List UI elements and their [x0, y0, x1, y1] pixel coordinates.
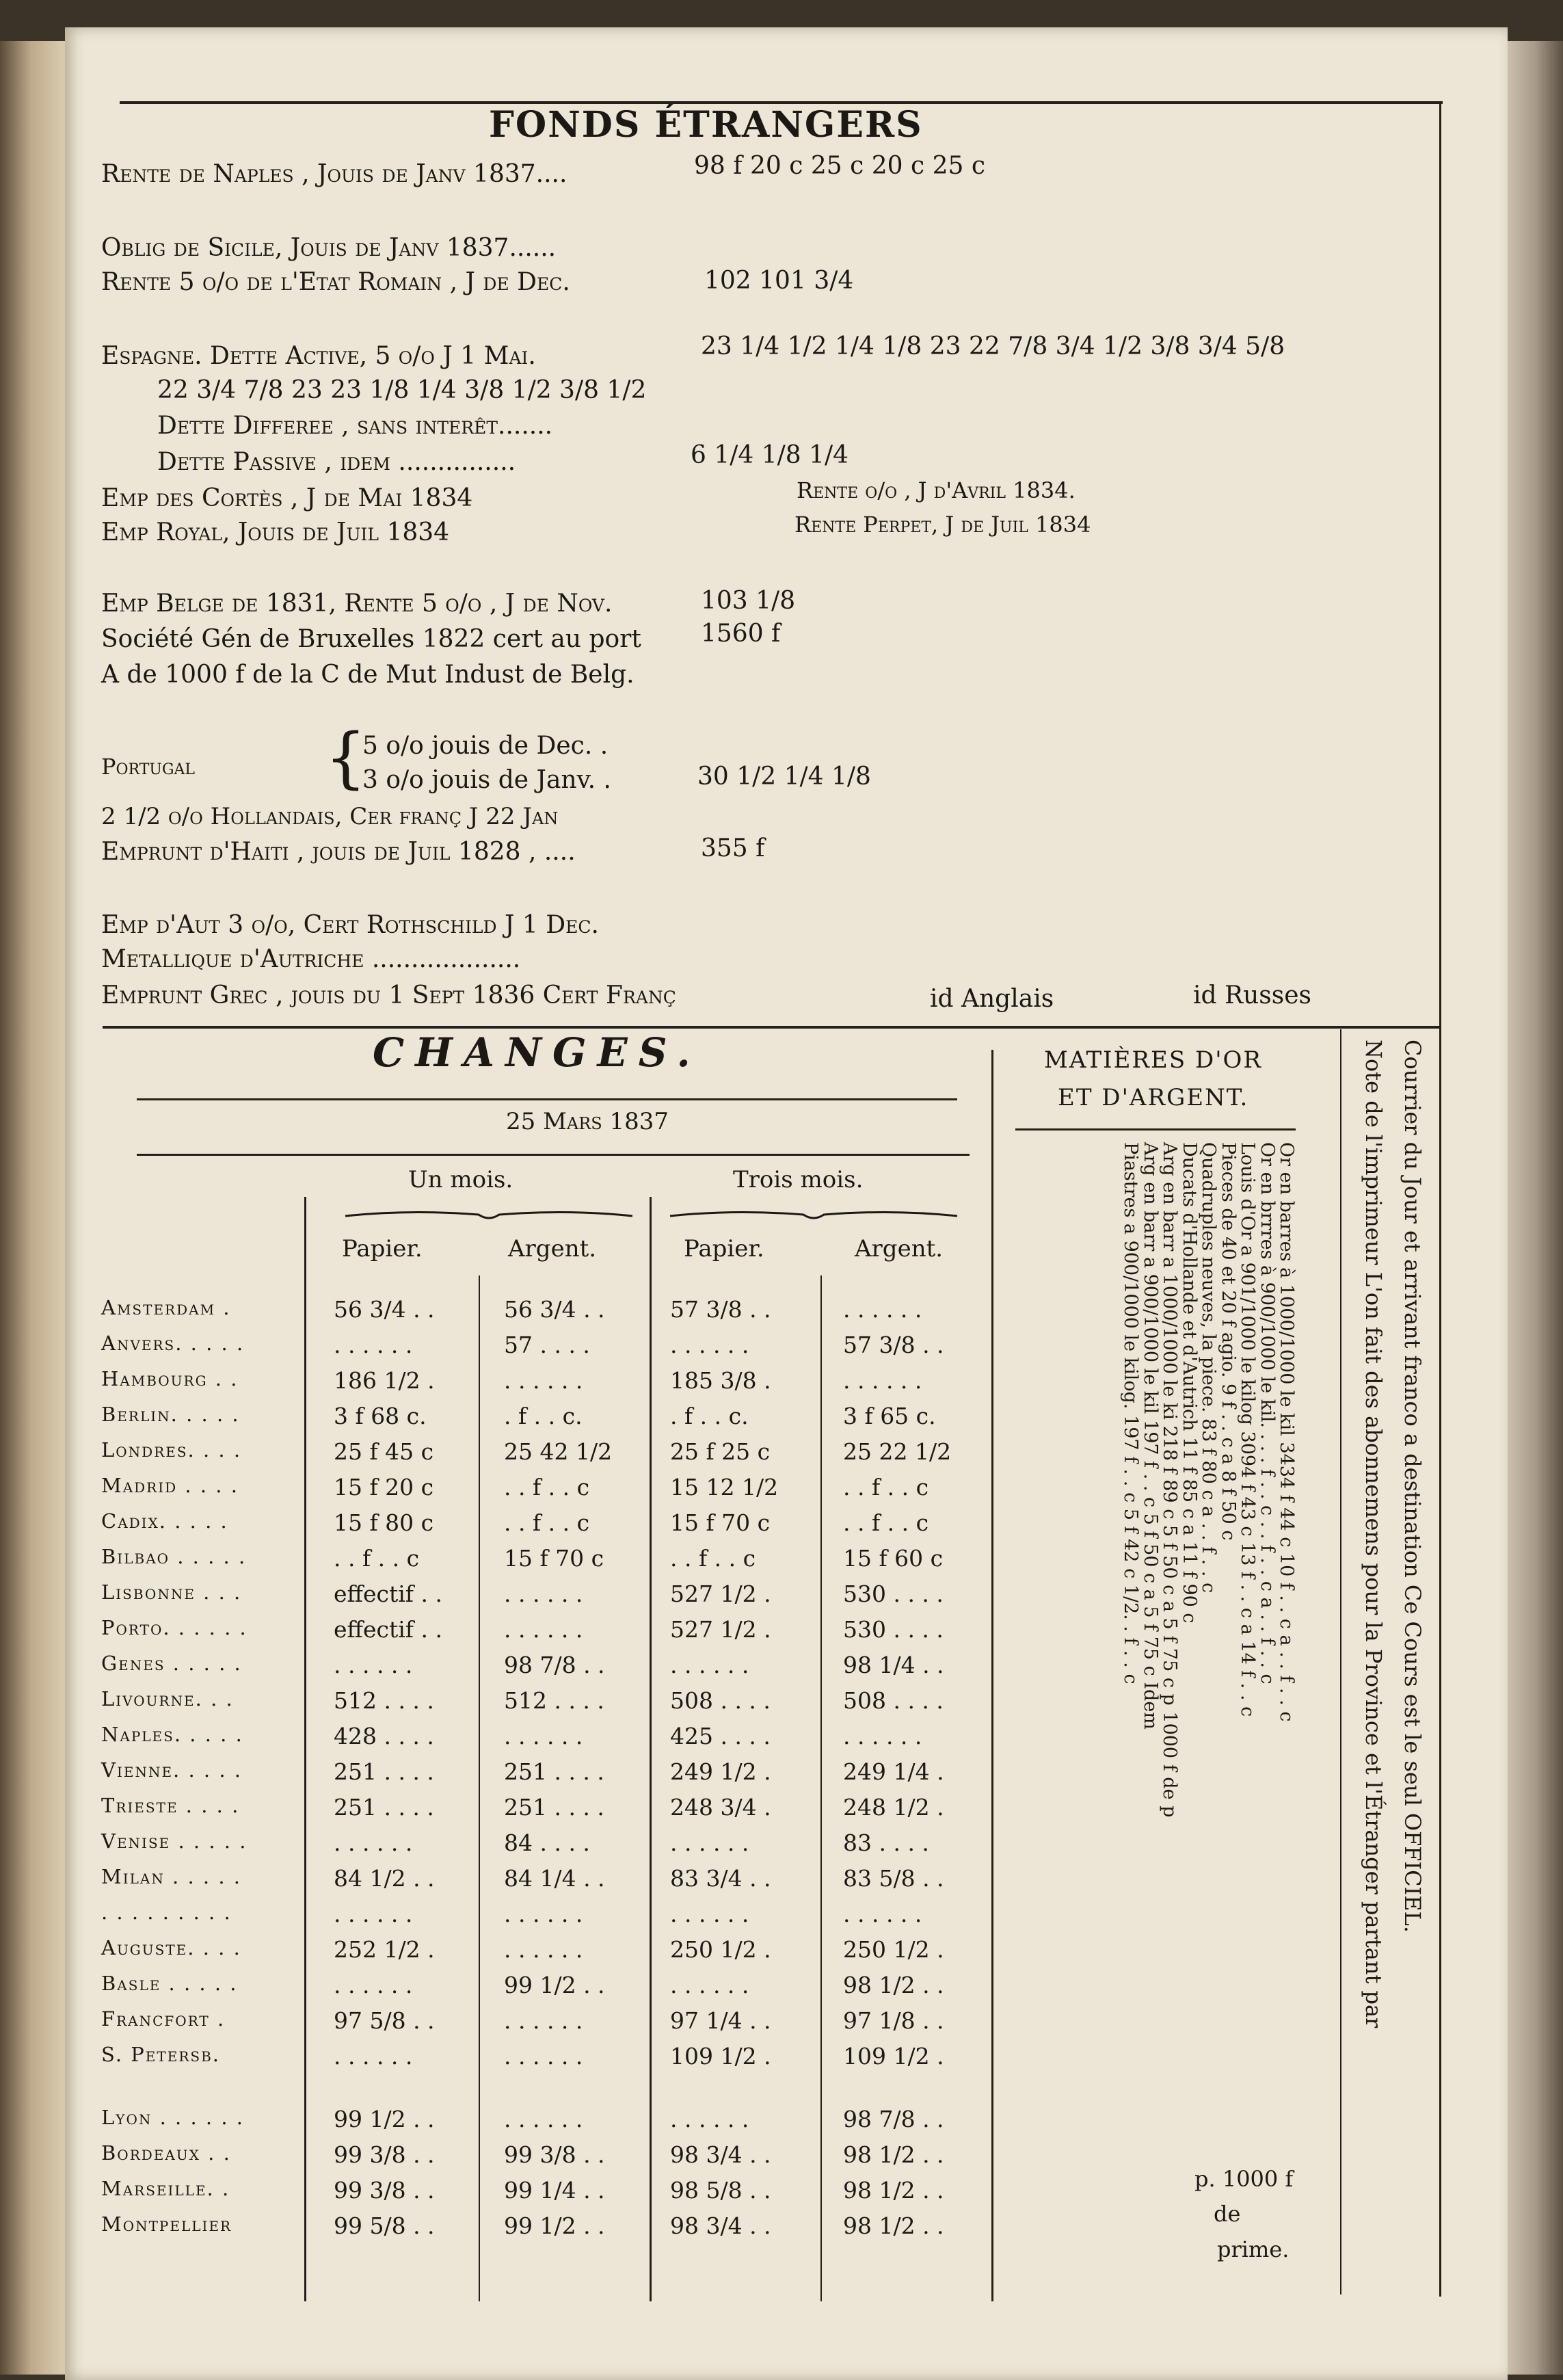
cell-trois-mois-papier: . . . . . .: [670, 1829, 749, 1856]
cell-trois-mois-argent: 98 1/4 . .: [843, 1652, 944, 1678]
naples-values: 98 f 20 c 25 c 20 c 25 c: [694, 152, 986, 180]
col-divider-1: [304, 1197, 306, 2301]
matieres-footer-1: p. 1000 f: [1194, 2166, 1294, 2192]
cell-trois-mois-argent: 98 1/2 . .: [843, 2177, 944, 2204]
row-city: . . . . . . . . .: [101, 1901, 232, 1924]
cell-un-mois-argent: . f . . c.: [504, 1403, 583, 1429]
matieres-footer-2: de: [1214, 2201, 1241, 2227]
row-city: Francfort .: [101, 2007, 226, 2031]
cell-un-mois-argent: 84 . . . .: [504, 1829, 590, 1856]
matieres-footer-3: prime.: [1217, 2236, 1290, 2262]
changes-rule-1: [137, 1098, 957, 1100]
romain-values: 102 101 3/4: [704, 267, 854, 295]
row-city: Genes . . . . .: [101, 1652, 242, 1675]
cell-trois-mois-papier: 98 3/4 . .: [670, 2141, 771, 2168]
cell-un-mois-papier: 99 5/8 . .: [334, 2212, 435, 2239]
cell-un-mois-papier: . . . . . .: [334, 1829, 413, 1856]
grec-anglais: id Anglais: [930, 985, 1054, 1013]
row-city: Lisbonne . . .: [101, 1581, 242, 1604]
cell-trois-mois-papier: 425 . . . .: [670, 1723, 771, 1749]
cell-un-mois-papier: 99 1/2 . .: [334, 2106, 435, 2132]
cell-trois-mois-papier: . . . . . .: [670, 1652, 749, 1678]
row-city: Porto. . . . . .: [101, 1616, 248, 1639]
cell-trois-mois-papier: 83 3/4 . .: [670, 1865, 771, 1892]
cell-un-mois-argent: . . . . . .: [504, 1616, 583, 1643]
row-city: Milan . . . . .: [101, 1865, 242, 1888]
matieres-line: Louis d'Or a 901/1000 le kilog 3094 f 43 c 13 f . . c a 14 f . . c: [1237, 1142, 1258, 1717]
cell-trois-mois-papier: 57 3/8 . .: [670, 1296, 771, 1323]
cell-un-mois-papier: . . f . . c: [334, 1545, 420, 1572]
cell-trois-mois-papier: 185 3/8 .: [670, 1367, 771, 1394]
row-city: Trieste . . . .: [101, 1794, 240, 1817]
cell-trois-mois-papier: 25 f 25 c: [670, 1438, 771, 1465]
cell-un-mois-papier: . . . . . .: [334, 1332, 413, 1358]
cell-un-mois-papier: 251 . . . .: [334, 1794, 434, 1821]
cell-trois-mois-argent: . . . . . .: [843, 1901, 922, 1927]
cell-trois-mois-argent: 98 1/2 . .: [843, 2212, 944, 2239]
row-city: Bilbao . . . . .: [101, 1545, 247, 1568]
cell-trois-mois-argent: 530 . . . .: [843, 1616, 944, 1643]
col-divider-2: [479, 1275, 480, 2301]
cell-un-mois-argent: 56 3/4 . .: [504, 1296, 605, 1323]
row-city: Lyon . . . . . .: [101, 2106, 244, 2129]
cell-trois-mois-papier: 250 1/2 .: [670, 1936, 771, 1963]
cell-un-mois-argent: . . f . . c: [504, 1509, 590, 1536]
grec-russes: id Russes: [1193, 981, 1312, 1009]
cell-un-mois-papier: . . . . . .: [334, 1652, 413, 1678]
cell-trois-mois-argent: 3 f 65 c.: [843, 1403, 936, 1429]
bruxelles-label: Société Gén de Bruxelles 1822 cert au port: [101, 625, 641, 653]
cell-trois-mois-argent: 98 7/8 . .: [843, 2106, 944, 2132]
cell-trois-mois-argent: 98 1/2 . .: [843, 2141, 944, 2168]
cell-un-mois-argent: . . f . . c: [504, 1474, 590, 1500]
hollandais-label: 2 1/2 o/o Hollandais, Cer franç J 22 Jan: [101, 803, 559, 830]
cell-trois-mois-argent: . . f . . c: [843, 1509, 929, 1536]
trois-mois-flourish: [667, 1202, 961, 1223]
cell-trois-mois-papier: . . . . . .: [670, 1972, 749, 1998]
cell-un-mois-papier: . . . . . .: [334, 2043, 413, 2070]
cell-trois-mois-argent: 249 1/4 .: [843, 1758, 944, 1785]
cell-un-mois-argent: 99 3/8 . .: [504, 2141, 605, 2168]
cell-un-mois-papier: effectif . .: [334, 1581, 442, 1607]
row-city: Naples. . . . .: [101, 1723, 243, 1746]
un-mois-flourish: [342, 1202, 636, 1223]
cell-un-mois-papier: 428 . . . .: [334, 1723, 434, 1749]
cell-un-mois-argent: . . . . . .: [504, 2106, 583, 2132]
dette-passive: Dette Passive , idem ...............: [157, 448, 516, 476]
cell-un-mois-argent: 98 7/8 . .: [504, 1652, 605, 1678]
note-line-2: Courrier du Jour et arrivant franco a destination Ce Cours est le seul OFFICIEL.: [1400, 1040, 1426, 1933]
dette-differee: Dette Differee , sans interêt.......: [157, 412, 553, 440]
matieres-line: Piastres a 900/1000 le kilog. 197 f . . c 5 f 42 c 1/2. . f . . c: [1120, 1142, 1141, 1684]
col-header-argent-2: Argent.: [855, 1235, 944, 1262]
row-city: Cadix. . . . .: [101, 1509, 228, 1533]
matieres-rule: [1015, 1128, 1296, 1130]
cell-un-mois-papier: . . . . . .: [334, 1901, 413, 1927]
cell-un-mois-papier: 186 1/2 .: [334, 1367, 435, 1394]
cell-trois-mois-argent: . . . . . .: [843, 1367, 922, 1394]
cell-trois-mois-papier: 249 1/2 .: [670, 1758, 771, 1785]
cell-un-mois-argent: . . . . . .: [504, 2043, 583, 2070]
metallique-label: Metallique d'Autriche ...................: [101, 945, 521, 973]
cell-un-mois-argent: 251 . . . .: [504, 1794, 604, 1821]
changes-rule-2: [137, 1154, 970, 1156]
haiti-label: Emprunt d'Haiti , jouis de Juil 1828 , ....: [101, 838, 576, 866]
cell-trois-mois-papier: . . . . . .: [670, 1901, 749, 1927]
row-city: Montpellier: [101, 2212, 232, 2236]
cell-trois-mois-papier: 508 . . . .: [670, 1687, 771, 1714]
cell-un-mois-papier: 25 f 45 c: [334, 1438, 434, 1465]
portugal-label: Portugal: [101, 754, 196, 780]
matieres-title-1: MATIÈRES D'OR: [1044, 1046, 1263, 1074]
cell-trois-mois-argent: 530 . . . .: [843, 1581, 944, 1607]
matieres-line: Pieces de 40 et 20 f agio. 9 f . . c a 8 f 50 c: [1217, 1142, 1239, 1541]
cell-un-mois-argent: 84 1/4 . .: [504, 1865, 605, 1892]
cell-un-mois-argent: 512 . . . .: [504, 1687, 604, 1714]
col-header-papier-2: Papier.: [684, 1235, 764, 1262]
cell-un-mois-argent: 25 42 1/2: [504, 1438, 613, 1465]
note-line-1: Note de l'imprimeur L'on fait des abonnemens pour la Province et l'Étranger partant par: [1361, 1040, 1387, 2028]
row-city: Londres. . . .: [101, 1438, 242, 1462]
cell-un-mois-papier: 3 f 68 c.: [334, 1403, 427, 1429]
naples-label: Rente de Naples , Jouis de Janv 1837....: [101, 160, 567, 188]
cell-un-mois-papier: 251 . . . .: [334, 1758, 434, 1785]
cell-un-mois-argent: . . . . . .: [504, 1901, 583, 1927]
un-mois-header: Un mois.: [408, 1166, 513, 1193]
cell-trois-mois-papier: 15 f 70 c: [670, 1509, 771, 1536]
matieres-line: Arg en barr a 900/1000 le kil 197 f . . c 5 f 50 c a 5 f 75 c Idem: [1139, 1142, 1161, 1730]
cell-trois-mois-papier: . . . . . .: [670, 2106, 749, 2132]
cell-un-mois-argent: 15 f 70 c: [504, 1545, 604, 1572]
matieres-line: Or en barres à 1000/1000 le kil 3434 f 44 c 10 f . . c a . . f . . c: [1276, 1142, 1297, 1722]
cell-trois-mois-papier: 98 3/4 . .: [670, 2212, 771, 2239]
cell-un-mois-argent: . . . . . .: [504, 1723, 583, 1749]
cell-trois-mois-papier: 109 1/2 .: [670, 2043, 771, 2070]
mut-label: A de 1000 f de la C de Mut Indust de Belg.: [101, 661, 634, 689]
portugal-brace: {: [325, 719, 367, 796]
right-border: [1439, 101, 1441, 2297]
cell-trois-mois-papier: . f . . c.: [670, 1403, 749, 1429]
espagne-values: 23 1/4 1/2 1/4 1/8 23 22 7/8 3/4 1/2 3/8 3/4 5/8: [701, 332, 1285, 360]
cell-un-mois-papier: 97 5/8 . .: [334, 2007, 435, 2034]
aut-label: Emp d'Aut 3 o/o, Cert Rothschild J 1 Dec.: [101, 911, 599, 939]
cell-un-mois-papier: effectif . .: [334, 1616, 442, 1643]
belge-values: 103 1/8: [701, 587, 796, 615]
col-divider-3: [650, 1197, 652, 2301]
royal-right: Rente Perpet, J de Juil 1834: [794, 512, 1091, 538]
matieres-title-2: ET D'ARGENT.: [1058, 1084, 1249, 1111]
changes-date: 25 Mars 1837: [506, 1108, 669, 1135]
cell-trois-mois-argent: 98 1/2 . .: [843, 1972, 944, 1998]
row-city: Berlin. . . . .: [101, 1403, 240, 1426]
cell-trois-mois-papier: 248 3/4 .: [670, 1794, 771, 1821]
row-city: Hambourg . .: [101, 1367, 239, 1390]
cell-un-mois-argent: 57 . . . .: [504, 1332, 590, 1358]
cell-trois-mois-argent: 83 . . . .: [843, 1829, 929, 1856]
cell-trois-mois-papier: 15 12 1/2: [670, 1474, 779, 1500]
cell-un-mois-argent: 99 1/2 . .: [504, 1972, 605, 1998]
espagne-label: Espagne. Dette Active, 5 o/o J 1 Mai.: [101, 342, 536, 370]
fonds-title: FONDS ÉTRANGERS: [489, 104, 923, 146]
royal-label: Emp Royal, Jouis de Juil 1834: [101, 518, 450, 546]
row-city: Venise . . . . .: [101, 1829, 248, 1853]
romain-label: Rente 5 o/o de l'Etat Romain , J de Dec.: [101, 268, 570, 296]
cell-trois-mois-papier: 98 5/8 . .: [670, 2177, 771, 2204]
row-city: Basle . . . . .: [101, 1972, 238, 1995]
row-city: Marseille. .: [101, 2177, 230, 2200]
row-city: Vienne. . . . .: [101, 1758, 243, 1782]
cortes-label: Emp des Cortès , J de Mai 1834: [101, 484, 473, 512]
belge-label: Emp Belge de 1831, Rente 5 o/o , J de Nov.: [101, 590, 613, 618]
note-divider: [1340, 1029, 1341, 2295]
portugal-line1: 5 o/o jouis de Dec. .: [362, 732, 609, 760]
row-city: Anvers. . . . .: [101, 1332, 245, 1355]
cell-un-mois-papier: 512 . . . .: [334, 1687, 434, 1714]
changes-title: CHANGES.: [373, 1029, 702, 1076]
cortes-right: Rente o/o , J d'Avril 1834.: [797, 477, 1076, 503]
cell-trois-mois-argent: 57 3/8 . .: [843, 1332, 944, 1358]
grec-label: Emprunt Grec , jouis du 1 Sept 1836 Cert Franç: [101, 981, 676, 1009]
cell-trois-mois-papier: 527 1/2 .: [670, 1581, 771, 1607]
haiti-values: 355 f: [701, 834, 765, 862]
row-city: Bordeaux . .: [101, 2141, 231, 2165]
matieres-line: Quadruples neuves, la piece. 83 f 80 c a . . f . . c: [1198, 1142, 1219, 1594]
cell-trois-mois-argent: 25 22 1/2: [843, 1438, 952, 1465]
matieres-line: Ducats d'Hollande et d'Autrich 11 f 85 c a 11 f 90 c: [1178, 1142, 1200, 1624]
cell-un-mois-argent: . . . . . .: [504, 2007, 583, 2034]
cell-trois-mois-papier: 97 1/4 . .: [670, 2007, 771, 2034]
cell-un-mois-papier: 252 1/2 .: [334, 1936, 435, 1963]
col-header-argent-1: Argent.: [508, 1235, 597, 1262]
cell-trois-mois-argent: 109 1/2 .: [843, 2043, 944, 2070]
cell-trois-mois-argent: 508 . . . .: [843, 1687, 944, 1714]
cell-un-mois-argent: 251 . . . .: [504, 1758, 604, 1785]
cell-un-mois-papier: 84 1/2 . .: [334, 1865, 435, 1892]
cell-un-mois-papier: 15 f 20 c: [334, 1474, 434, 1500]
cell-un-mois-argent: . . . . . .: [504, 1367, 583, 1394]
cell-un-mois-argent: 99 1/2 . .: [504, 2212, 605, 2239]
cell-trois-mois-argent: . . . . . .: [843, 1296, 922, 1323]
cell-un-mois-argent: . . . . . .: [504, 1936, 583, 1963]
trois-mois-header: Trois mois.: [733, 1166, 864, 1193]
col-header-papier-1: Papier.: [342, 1235, 423, 1262]
row-city: Livourne. . .: [101, 1687, 234, 1710]
portugal-line2-values: 30 1/2 1/4 1/8: [697, 763, 871, 791]
cell-trois-mois-argent: 15 f 60 c: [843, 1545, 944, 1572]
portugal-line2: 3 o/o jouis de Janv. .: [362, 766, 611, 794]
bruxelles-values: 1560 f: [701, 620, 781, 648]
cell-un-mois-argent: 99 1/4 . .: [504, 2177, 605, 2204]
cell-trois-mois-argent: . . f . . c: [843, 1474, 929, 1500]
row-city: Auguste. . . .: [101, 1936, 241, 1959]
cell-un-mois-papier: 56 3/4 . .: [334, 1296, 435, 1323]
cell-un-mois-papier: 15 f 80 c: [334, 1509, 434, 1536]
cell-trois-mois-argent: 83 5/8 . .: [843, 1865, 944, 1892]
cell-trois-mois-argent: 97 1/8 . .: [843, 2007, 944, 2034]
cell-un-mois-papier: 99 3/8 . .: [334, 2141, 435, 2168]
sicile-label: Oblig de Sicile, Jouis de Janv 1837......: [101, 234, 557, 262]
cell-un-mois-argent: . . . . . .: [504, 1581, 583, 1607]
cell-trois-mois-papier: . . . . . .: [670, 1332, 749, 1358]
cell-trois-mois-papier: . . f . . c: [670, 1545, 756, 1572]
row-city: S. Petersb.: [101, 2043, 220, 2066]
section-rule: [103, 1026, 1439, 1029]
dette-passive-values: 6 1/4 1/8 1/4: [691, 441, 849, 469]
cell-trois-mois-argent: 248 1/2 .: [843, 1794, 944, 1821]
espagne-values2: 22 3/4 7/8 23 23 1/8 1/4 3/8 1/2 3/8 1/2: [157, 376, 647, 404]
changes-right-divider: [991, 1050, 993, 2301]
row-city: Amsterdam .: [101, 1296, 231, 1319]
cell-un-mois-papier: 99 3/8 . .: [334, 2177, 435, 2204]
cell-trois-mois-argent: 250 1/2 .: [843, 1936, 944, 1963]
matieres-line: Or en brrres à 900/1000 le kil. . . . f . . c . . f . . c a . . f . . c: [1256, 1142, 1278, 1684]
cell-trois-mois-papier: 527 1/2 .: [670, 1616, 771, 1643]
col-divider-4: [820, 1275, 822, 2301]
row-city: Madrid . . . .: [101, 1474, 239, 1497]
matieres-line: Arg en barr a 1000/1000 le ki 218 f 89 c 5 f 50 c a 5 f 75 c p 1000 f de p: [1159, 1142, 1180, 1818]
cell-un-mois-papier: . . . . . .: [334, 1972, 413, 1998]
cell-trois-mois-argent: . . . . . .: [843, 1723, 922, 1749]
